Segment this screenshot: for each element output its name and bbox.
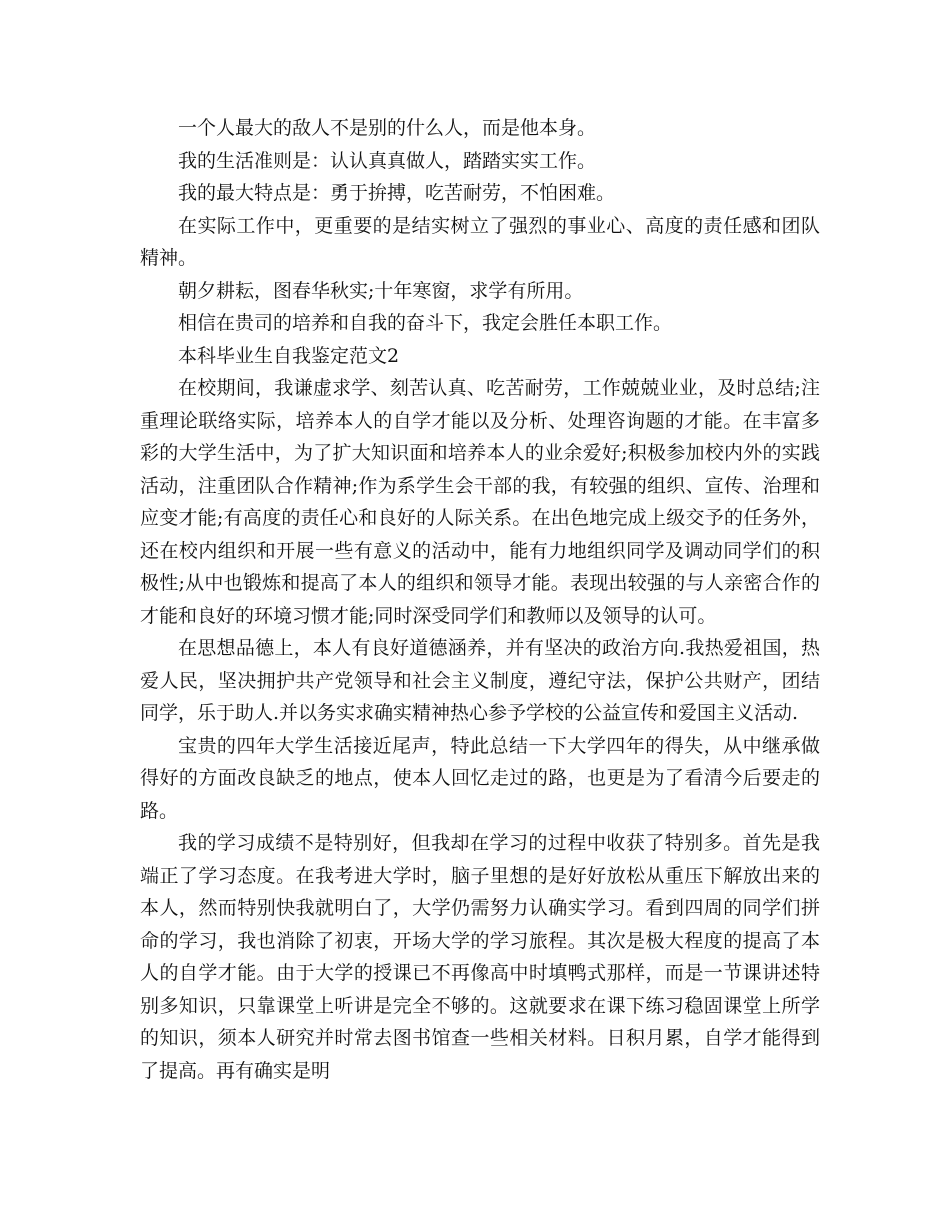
paragraph: 我的学习成绩不是特别好，但我却在学习的过程中收获了特别多。首先是我端正了学习态度。在我考进大学时，脑子里想的是好好放松从重压下解放出来的本人，然而特别快我就明白了，大学仍需努力认确实学习。看到四周的同学们拼命的学习，我也消除了初衷，开场大学的学习旅程。其次是极大程度的提高了本人的自学才能。由于大学的授课已不再像高中时填鸭式那样，而是一节课讲述特别多知识，只靠课堂上听讲是完全不够的。这就要求在课下练习稳固课堂上所学的知识，须本人研究并时常去图书馆查一些相关材料。日积月累，自学才能得到了提高。再有确实是明 <box>140 832 820 1082</box>
paragraph: 在思想品德上，本人有良好道德涵养，并有坚决的政治方向.我热爱祖国，热爱人民，坚决拥护共产党领导和社会主义制度，遵纪守法，保护公共财产，团结同学，乐于助人.并以务实求确实精神热心参予学校的公益宣传和爱国主义活动. <box>140 637 820 724</box>
paragraph: 相信在贵司的培养和自我的奋斗下，我定会胜任本职工作。 <box>178 312 673 334</box>
paragraph: 一个人最大的敌人不是别的什么人，而是他本身。 <box>178 117 597 139</box>
document-body <box>140 112 820 1087</box>
paragraph: 在校期间，我谦虚求学、刻苦认真、吃苦耐劳，工作兢兢业业，及时总结;注重理论联络实际，培养本人的自学才能以及分析、处理咨询题的才能。在丰富多彩的大学生活中，为了扩大知识面和培养本人的业余爱好;积极参加校内外的实践活动，注重团队合作精神;作为系学生会干部的我，有较强的组织、宣传、治理和应变才能;有高度的责任心和良好的人际关系。在出色地完成上级交予的任务外，还在校内组织和开展一些有意义的活动中，能有力地组织同学及调动同学们的积极性;从中也锻炼和提高了本人的组织和领导才能。表现出较强的与人亲密合作的才能和良好的环境习惯才能;同时深受同学们和教师以及领导的认可。 <box>140 377 820 627</box>
paragraph: 宝贵的四年大学生活接近尾声，特此总结一下大学四年的得失，从中继承做得好的方面改良缺乏的地点，使本人回忆走过的路，也更是为了看清今后要走的路。 <box>140 734 820 822</box>
section-heading: 本科毕业生自我鉴定范文2 <box>178 344 400 367</box>
paragraph: 我的最大特点是：勇于拚搏，吃苦耐劳，不怕困难。 <box>178 182 616 204</box>
paragraph: 朝夕耕耘，图春华秋实;十年寒窗，求学有所用。 <box>178 279 584 302</box>
paragraph: 在实际工作中，更重要的是结实树立了强烈的事业心、高度的责任感和团队精神。 <box>140 214 820 269</box>
paragraph: 我的生活准则是：认认真真做人，踏踏实实工作。 <box>178 149 597 172</box>
